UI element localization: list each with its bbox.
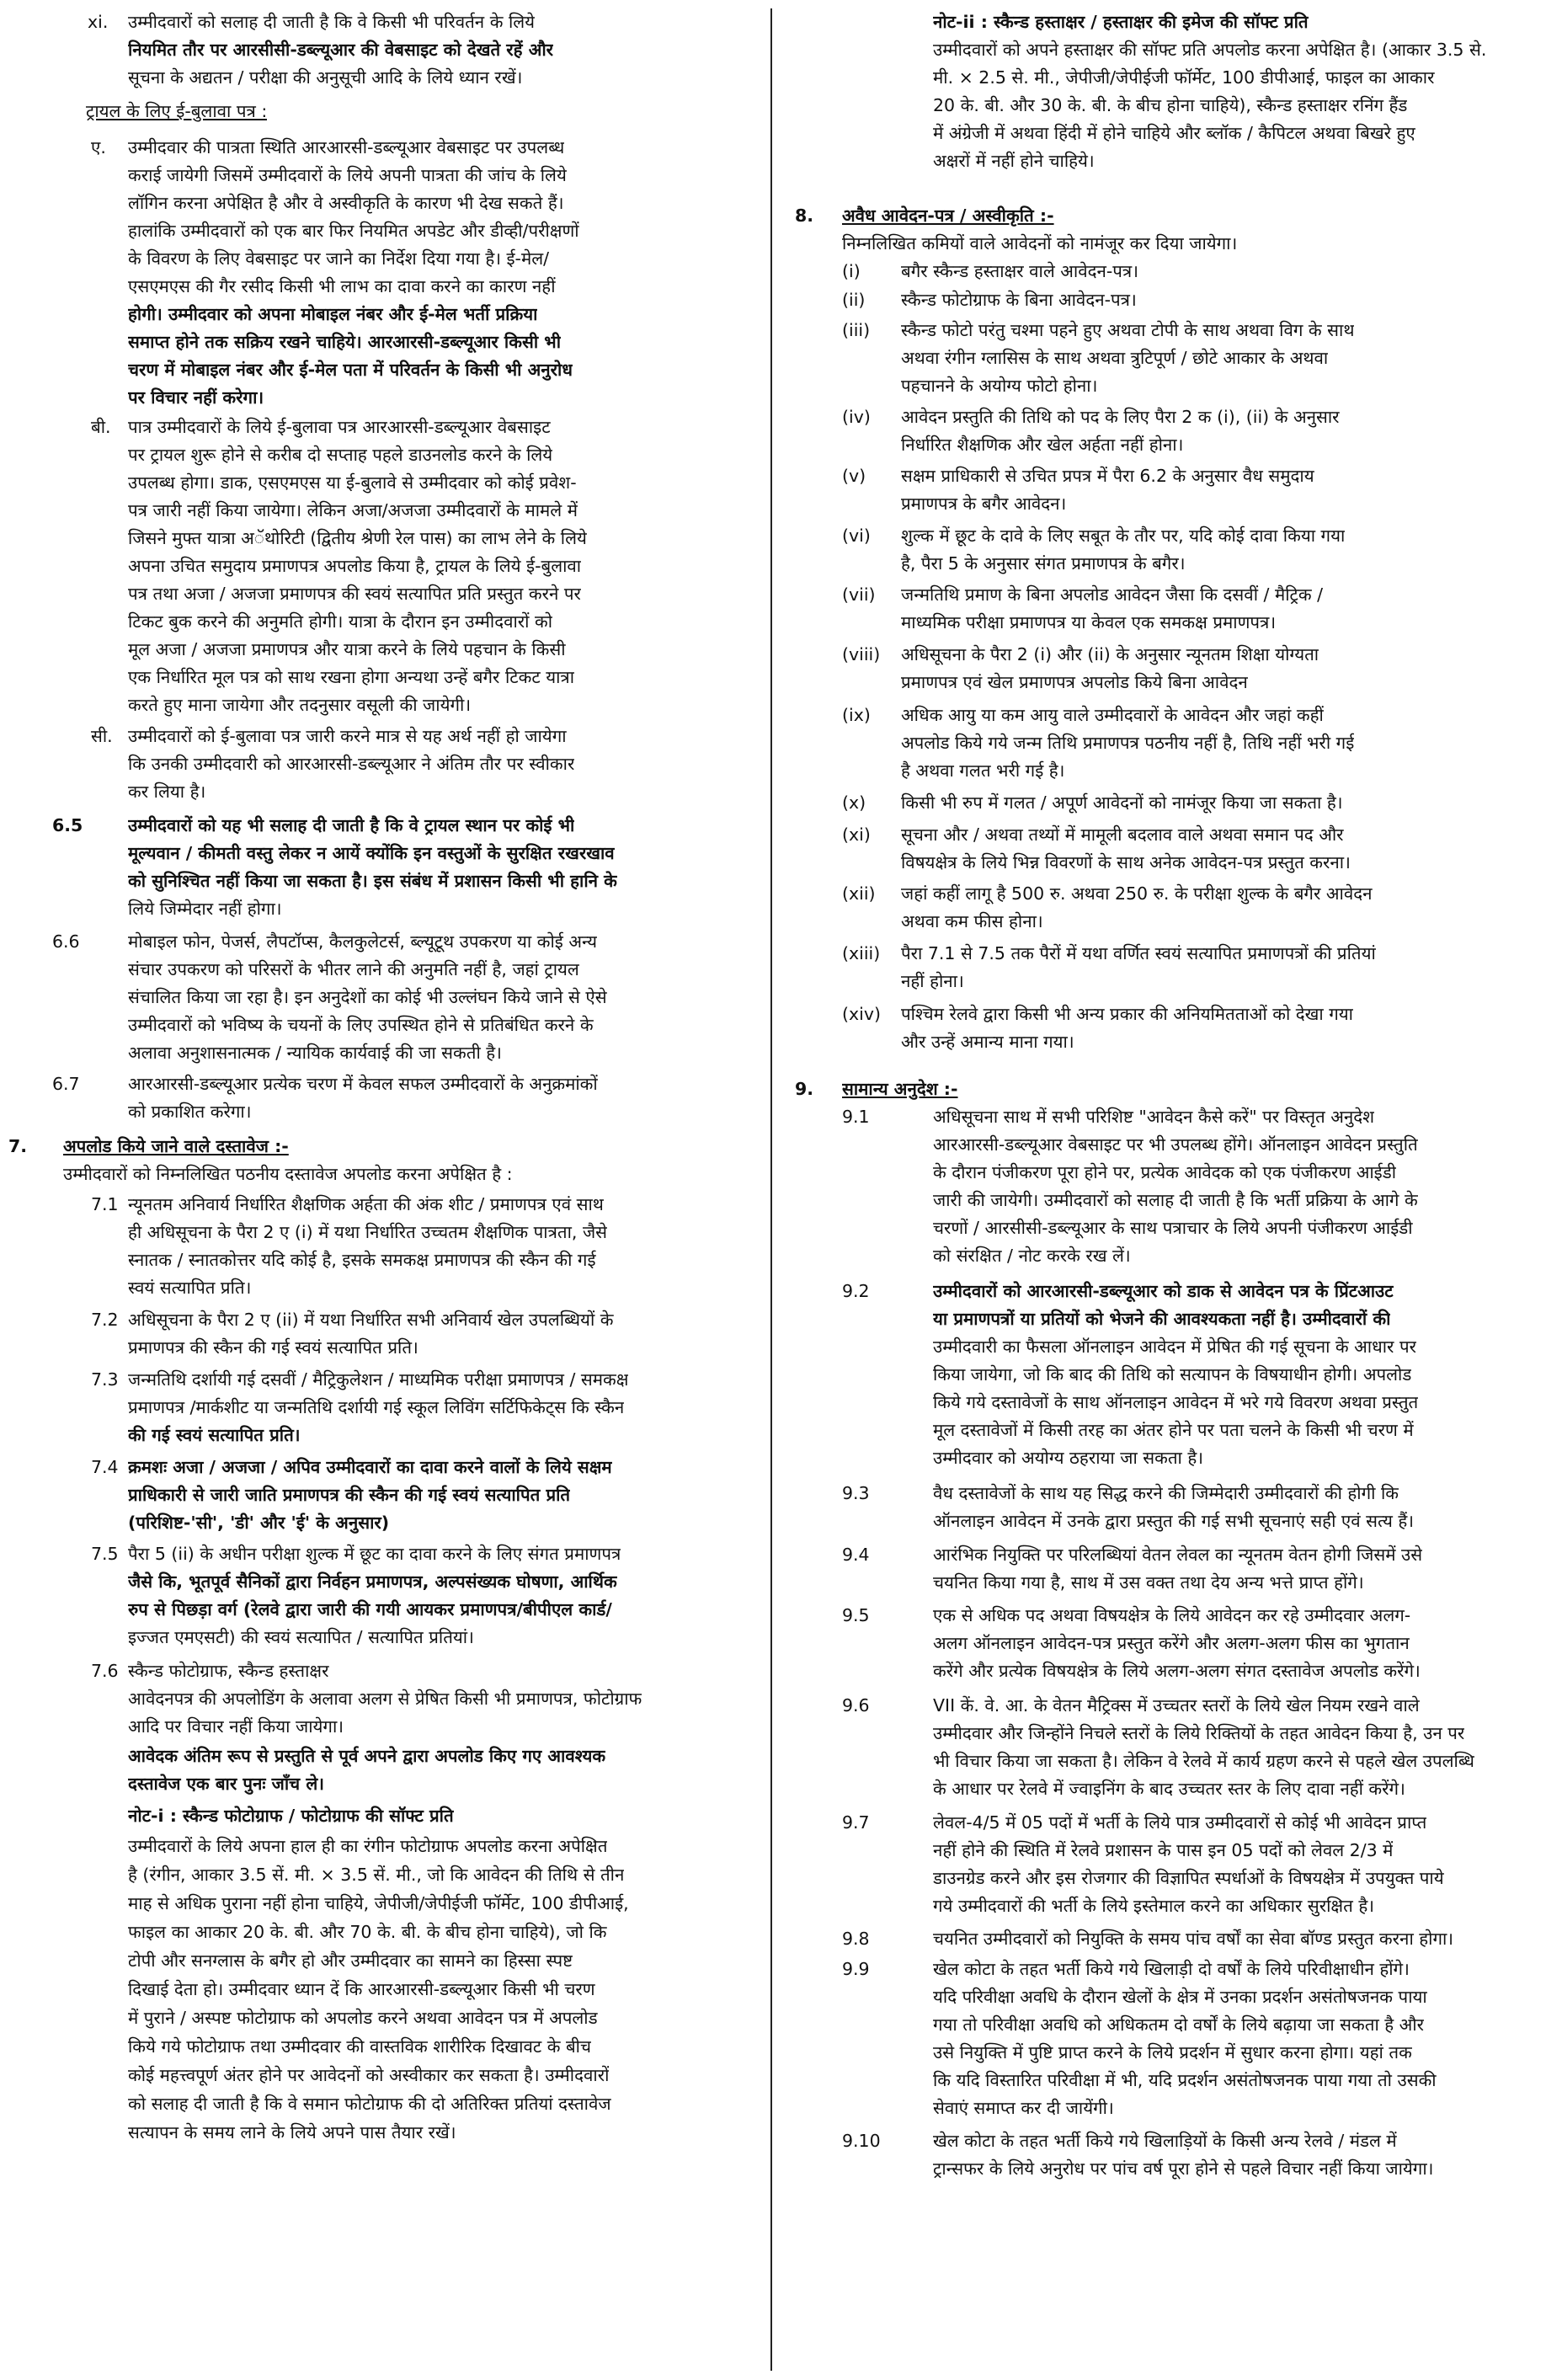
label-8-xiv: (xiv) [842, 1004, 881, 1024]
p9-1-line-6: को संरक्षित / नोट करके रख लें। [933, 1246, 1131, 1266]
b-line-5: जिसने मुफ्त यात्रा अॅथोरिटी (द्वितीय श्रेणी रेल पास) का लाभ लेने के लिये [128, 528, 587, 548]
b-line-4: पत्र जारी नहीं किया जायेगा। लेकिन अजा/अजजा उम्मीदवारों के मामले में [128, 500, 578, 520]
r8-ix-1: अधिक आयु या कम आयु वाले उम्मीदवारों के आवेदन और जहां कहीं [901, 705, 1324, 725]
p7-2-line-1: अधिसूचना के पैरा 2 ए (ii) में यथा निर्धारित सभी अनिवार्य खेल उपलब्धियों के [128, 1310, 614, 1330]
p7-6-line-4: आवेदक अंतिम रूप से प्रस्तुति से पूर्व अपने द्वारा अपलोड किए गए आवश्यक [128, 1746, 606, 1766]
r8-xi-2: विषयक्षेत्र के लिये भिन्न विवरणों के साथ अनेक आवेदन-पत्र प्रस्तुत करना। [901, 852, 1351, 872]
label-8-x: (x) [842, 792, 866, 813]
p7-1-line-2: ही अधिसूचना के पैरा 2 ए (i) में यथा निर्धारित उच्चतम शैक्षणिक पात्रता, जैसे [128, 1222, 608, 1242]
p9-2-line-7: उम्मीदवार को अयोग्य ठहराया जा सकता है। [933, 1448, 1204, 1468]
p9-6-line-3: भी विचार किया जा सकता है। लेकिन वे रेलवे में कार्य ग्रहण करने से पहले खेल उपलब्धि [933, 1751, 1474, 1771]
p6-6-line-1: मोबाइल फोन, पेजर्स, लैपटॉप्स, कैलकुलेटर्स, ब्ल्यूटूथ उपकरण या कोई अन्य [128, 931, 597, 952]
p9-1-line-2: आरआरसी-डब्ल्यूआर वेबसाइट पर भी उपलब्ध होंगे। ऑनलाइन आवेदन प्रस्तुति [933, 1134, 1418, 1155]
p7-1-line-4: स्वयं सत्यापित प्रति। [128, 1278, 252, 1298]
b-line-7: पत्र तथा अजा / अजजा प्रमाणपत्र की स्वयं सत्यापित प्रति प्रस्तुत करने पर [128, 584, 581, 604]
note-i-heading: नोट-i : स्कैन्ड फोटोग्राफ / फोटोग्राफ की सॉफ्ट प्रति [128, 1806, 454, 1826]
a-line-3: लॉगिन करना अपेक्षित है और वे अस्वीकृति के कारण भी देख सकते हैं। [128, 193, 564, 213]
b-line-8: टिकट बुक करने की अनुमति होगी। यात्रा के दौरान इन उम्मीदवारों को [128, 611, 553, 632]
note-i-line-6: दिखाई देता हो। उम्मीदवार ध्यान दें कि आरआरसी-डब्ल्यूआर किसी भी चरण [128, 1979, 595, 1999]
p9-1-line-5: चरणों / आरसीसी-डब्ल्यूआर के साथ पत्राचार के लिये अपनी पंजीकरण आईडी [933, 1218, 1413, 1238]
label-9-7: 9.7 [842, 1812, 870, 1833]
r8-iii-3: पहचानने के अयोग्य फोटो होना। [901, 376, 1098, 396]
label-b: बी. [91, 417, 111, 437]
note-ii-line-1: उम्मीदवारों को अपने हस्ताक्षर की सॉफ्ट प्रति अपलोड करना अपेक्षित है। (आकार 3.5 से. [933, 40, 1487, 60]
r8-xiii-1: पैरा 7.1 से 7.5 तक पैरों में यथा वर्णित स्वयं सत्यापित प्रमाणपत्रों की प्रतियां [901, 943, 1376, 963]
p9-9-line-3: गया तो परिवीक्षा अवधि को अधिकतम दो वर्षों के लिये बढ़ाया जा सकता है और [933, 2014, 1425, 2035]
p7-3-line-2: प्रमाणपत्र /मार्कशीट या जन्मतिथि दर्शायी गई स्कूल लिविंग सर्टिफिकेट्स कि स्कैन [128, 1397, 625, 1417]
p7-6-line-3: आदि पर विचार नहीं किया जायेगा। [128, 1716, 344, 1737]
r8-xiv-2: और उन्हें अमान्य माना गया। [901, 1032, 1074, 1052]
p9-7-line-1: लेवल-4/5 में 05 पदों में भर्ती के लिये पात्र उम्मीदवारों से कोई भी आवेदन प्राप्त [933, 1812, 1427, 1833]
r8-xii-1: जहां कहीं लागू है 500 रु. अथवा 250 रु. के परीक्षा शुल्क के बगैर आवेदन [901, 883, 1373, 904]
note-ii-line-3: 20 के. बी. और 30 के. बी. के बीच होना चाहिये), स्कैन्ड हस्ताक्षर रनिंग हैंड [933, 95, 1408, 115]
p9-7-line-3: डाउनग्रेड करने और इस रोजगार की विज्ञापित स्पर्धाओं के विषयक्षेत्र में उपयुक्त पाये [933, 1868, 1444, 1888]
label-7-6: 7.6 [91, 1661, 119, 1681]
label-8-ix: (ix) [842, 705, 871, 725]
label-8-iv: (iv) [842, 407, 871, 427]
note-i-line-10: को सलाह दी जाती है कि वे समान फोटोग्राफ की दो अतिरिक्त प्रतियां दस्तावेज [128, 2094, 611, 2114]
s7-intro: उम्मीदवारों को निम्नलिखित पठनीय दस्तावेज अपलोड करना अपेक्षित है : [63, 1164, 513, 1184]
b-line-2: पर ट्रायल शुरू होने से करीब दो सप्ताह पहले डाउनलोड करने के लिये [128, 445, 553, 465]
label-8-vi: (vi) [842, 526, 871, 546]
p9-2-line-4: किया जायेगा, जो कि बाद की तिथि को सत्यापन के विषयाधीन होगी। अपलोड [933, 1364, 1412, 1385]
p7-4-line-1: क्रमशः अजा / अजजा / अपिव उम्मीदवारों का दावा करने वालों के लिये सक्षम [128, 1457, 612, 1477]
p6-5-line-1: उम्मीदवारों को यह भी सलाह दी जाती है कि वे ट्रायल स्थान पर कोई भी [128, 815, 575, 835]
p9-4-line-1: आरंभिक नियुक्ति पर परिलब्धियां वेतन लेवल का न्यूनतम वेतन होगी जिसमें उसे [933, 1545, 1423, 1565]
r8-iv-1: आवेदन प्रस्तुति की तिथि को पद के लिए पैरा 2 क (i), (ii) के अनुसार [901, 407, 1340, 427]
section-7-heading: अपलोड किये जाने वाले दस्तावेज :- [63, 1136, 289, 1156]
label-9-5: 9.5 [842, 1605, 870, 1625]
p9-3-line-2: ऑनलाइन आवेदन में उनके द्वारा प्रस्तुत की गई सभी सूचनाएं सही एवं सत्य हैं। [933, 1511, 1415, 1531]
p9-9-line-6: सेवाएं समाप्त कर दी जायेंगी। [933, 2098, 1114, 2118]
p9-2-line-1: उम्मीदवारों को आरआरसी-डब्ल्यूआर को डाक से आवेदन पत्र के प्रिंटआउट [933, 1281, 1394, 1301]
b-line-9: मूल अजा / अजजा प्रमाणपत्र और यात्रा करने के लिये पहचान के किसी [128, 639, 566, 659]
p9-1-line-3: के दौरान पंजीकरण पूरा होने पर, प्रत्येक आवेदक को एक पंजीकरण आईडी [933, 1162, 1397, 1182]
p6-5-line-3: को सुनिश्चित नहीं किया जा सकता है। इस संबंध में प्रशासन किसी भी हानि के [128, 871, 617, 891]
label-8-iii: (iii) [842, 320, 871, 340]
p9-5-line-2: अलग ऑनलाइन आवेदन-पत्र प्रस्तुत करेंगे और अलग-अलग फीस का भुगतान [933, 1633, 1410, 1653]
a-line-5: के विवरण के लिए वेबसाइट पर जाने का निर्देश दिया गया है। ई-मेल/ [128, 248, 550, 269]
label-a: ए. [91, 137, 106, 157]
a-line-1: उम्मीदवार की पात्रता स्थिति आरआरसी-डब्ल्यूआर वेबसाइट पर उपलब्ध [128, 137, 565, 157]
p6-6-line-2: संचार उपकरण को परिसरों के भीतर लाने की अनुमति नहीं है, जहां ट्रायल [128, 959, 579, 979]
p9-2-line-5: किये गये दस्तावेजों के साथ ऑनलाइन आवेदन में भरे गये विवरण अथवा प्रस्तुत [933, 1392, 1419, 1412]
label-8: 8. [795, 205, 814, 226]
p9-2-line-2: या प्रमाणपत्रों या प्रतियों को भेजने की आवश्यकता नहीं है। उम्मीदवारों की [933, 1309, 1391, 1329]
p7-5-line-3: रुप से पिछड़ा वर्ग (रेलवे द्वारा जारी की गयी आयकर प्रमाणपत्र/बीपीएल कार्ड/ [128, 1599, 612, 1620]
column-divider [770, 8, 772, 2371]
label-9-4: 9.4 [842, 1545, 870, 1565]
label-8-ii: (ii) [842, 290, 866, 310]
r8-i: बगैर स्कैन्ड हस्ताक्षर वाले आवेदन-पत्र। [901, 261, 1139, 281]
label-8-xi: (xi) [842, 824, 871, 845]
note-ii-line-5: अक्षरों में नहीं होने चाहिये। [933, 151, 1095, 171]
p7-4-line-2: प्राधिकारी से जारी जाति प्रमाणपत्र की स्कैन की गई स्वयं सत्यापित प्रति [128, 1485, 571, 1505]
p9-5-line-3: करेंगे और प्रत्येक विषयक्षेत्र के लिये अलग-अलग संगत दस्तावेज अपलोड करेंगे। [933, 1661, 1421, 1681]
r8-vii-1: जन्मतिथि प्रमाण के बिना अपलोड आवेदन जैसा कि दसवीं / मैट्रिक / [901, 584, 1324, 605]
note-i-line-9: कोई महत्त्वपूर्ण अंतर होने पर आवेदनों को अस्वीकार कर सकता है। उम्मीदवारों [128, 2065, 610, 2085]
label-7-2: 7.2 [91, 1310, 119, 1330]
label-7-3: 7.3 [91, 1369, 119, 1390]
p9-6-line-4: के आधार पर रेलवे में ज्वाइनिंग के बाद उच्चतर स्तर के लिए दावा नहीं करेंगे। [933, 1779, 1405, 1799]
r8-xi-1: सूचना और / अथवा तथ्यों में मामूली बदलाव वाले अथवा समान पद और [901, 824, 1344, 845]
section-9-heading: सामान्य अनुदेश :- [842, 1079, 958, 1099]
p9-5-line-1: एक से अधिक पद अथवा विषयक्षेत्र के लिये आवेदन कर रहे उम्मीदवार अलग- [933, 1605, 1411, 1625]
b-line-11: करते हुए माना जायेगा और तदनुसार वसूली की जायेगी। [128, 695, 472, 715]
p7-1-line-3: स्नातक / स्नातकोत्तर यदि कोई है, इसके समकक्ष प्रमाणपत्र की स्कैन की गई [128, 1250, 596, 1270]
p9-6-line-2: उम्मीदवार और जिन्होंने निचले स्तरों के लिये रिक्तियों के तहत आवेदन किया है, उन पर [933, 1723, 1465, 1743]
label-9-2: 9.2 [842, 1281, 870, 1301]
a-line-8: समाप्त होने तक सक्रिय रखने चाहिये। आरआरसी-डब्ल्यूआर किसी भी [128, 332, 561, 352]
label-9-9: 9.9 [842, 1959, 870, 1979]
c-line-1: उम्मीदवारों को ई-बुलावा पत्र जारी करने मात्र से यह अर्थ नहीं हो जायेगा [128, 726, 567, 746]
p7-3-line-3: की गई स्वयं सत्यापित प्रति। [128, 1425, 301, 1445]
xi-line-3: सूचना के अद्यतन / परीक्षा की अनुसूची आदि के लिये ध्यान रखें। [128, 67, 523, 88]
label-9-8: 9.8 [842, 1929, 870, 1949]
note-i-line-11: सत्यापन के समय लाने के लिये अपने पास तैयार रखें। [128, 2122, 456, 2143]
r8-viii-2: प्रमाणपत्र एवं खेल प्रमाणपत्र अपलोड किये बिना आवेदन [901, 672, 1248, 692]
p9-10-line-1: खेल कोटा के तहत भर्ती किये गये खिलाड़ियों के किसी अन्य रेलवे / मंडल में [933, 2131, 1397, 2151]
p6-6-line-3: संचालित किया जा रहा है। इन अनुदेशों का कोई भी उल्लंघन किये जाने से ऐसे [128, 987, 607, 1007]
p6-7-line-1: आरआरसी-डब्ल्यूआर प्रत्येक चरण में केवल सफल उम्मीदवारों के अनुक्रमांकों [128, 1074, 598, 1094]
p7-5-line-2: जैसे कि, भूतपूर्व सैनिकों द्वारा निर्वहन प्रमाणपत्र, अल्पसंख्यक घोषणा, आर्थिक [128, 1572, 617, 1592]
p9-4-line-2: चयनित किया गया है, साथ में उस वक्त तथा देय अन्य भत्ते प्राप्त होंगे। [933, 1572, 1364, 1593]
p7-5-line-4: इज्जत एमएसटी) की स्वयं सत्यापित / सत्यापित प्रतियां। [128, 1627, 474, 1647]
label-6-5: 6.5 [52, 815, 83, 835]
c-line-3: कर लिया है। [128, 782, 206, 802]
r8-iv-2: निर्धारित शैक्षणिक और खेल अर्हता नहीं होना। [901, 435, 1184, 455]
label-c: सी. [91, 726, 113, 746]
p9-7-line-2: नहीं होने की स्थिति में रेलवे प्रशासन के पास इन 05 पदों को लेवल 2/3 में [933, 1840, 1394, 1860]
p9-1-line-4: जारी की जायेगी। उम्मीदवारों को सलाह दी जाती है कि भर्ती प्रक्रिया के आगे के [933, 1190, 1418, 1210]
a-line-10: पर विचार नहीं करेगा। [128, 387, 264, 408]
r8-vii-2: माध्यमिक परीक्षा प्रमाणपत्र या केवल एक समकक्ष प्रमाणपत्र। [901, 612, 1277, 632]
r8-v-1: सक्षम प्राधिकारी से उचित प्रपत्र में पैरा 6.2 के अनुसार वैध समुदाय [901, 466, 1314, 486]
label-6-7: 6.7 [52, 1074, 80, 1094]
r8-iii-1: स्कैन्ड फोटो परंतु चश्मा पहने हुए अथवा टोपी के साथ अथवा विग के साथ [901, 320, 1355, 340]
p7-6-line-2: आवेदनपत्र की अपलोडिंग के अलावा अलग से प्रेषित किसी भी प्रमाणपत्र, फोटोग्राफ [128, 1689, 642, 1709]
p9-2-line-3: उम्मीदवारी का फैसला ऑनलाइन आवेदन में प्रेषित की गई सूचना के आधार पर [933, 1337, 1416, 1357]
s8-intro: निम्नलिखित कमियों वाले आवेदनों को नामंजूर कर दिया जायेगा। [842, 233, 1238, 253]
p9-10-line-2: ट्रान्सफर के लिये अनुरोध पर पांच वर्ष पूरा होने से पहले विचार नहीं किया जायेगा। [933, 2159, 1434, 2179]
r8-vi-1: शुल्क में छूट के दावे के लिए सबूत के तौर पर, यदि कोई दावा किया गया [901, 526, 1346, 546]
p6-7-line-2: को प्रकाशित करेगा। [128, 1102, 252, 1122]
xi-line-2: नियमित तौर पर आरसीसी-डब्ल्यूआर की वेबसाइट को देखते रहें और [128, 40, 554, 60]
label-8-viii: (viii) [842, 644, 881, 664]
label-9-6: 9.6 [842, 1695, 870, 1716]
note-i-line-2: है (रंगीन, आकार 3.5 सें. मी. × 3.5 सें. मी., जो कि आवेदन की तिथि से तीन [128, 1865, 625, 1885]
r8-xiii-2: नहीं होना। [901, 971, 964, 991]
p9-9-line-1: खेल कोटा के तहत भर्ती किये गये खिलाड़ी दो वर्षों के लिये परिवीक्षाधीन होंगे। [933, 1959, 1410, 1979]
p7-6-line-5: दस्तावेज एक बार पुनः जाँच ले। [128, 1774, 324, 1794]
label-9-10: 9.10 [842, 2131, 881, 2151]
note-ii-heading: नोट-ii : स्कैन्ड हस्ताक्षर / हस्ताक्षर की इमेज की सॉफ्ट प्रति [933, 12, 1309, 32]
r8-x-1: किसी भी रुप में गलत / अपूर्ण आवेदनों को नामंजूर किया जा सकता है। [901, 792, 1343, 813]
p7-3-line-1: जन्मतिथि दर्शायी गई दसवीं / मैट्रिकुलेशन / माध्यमिक परीक्षा प्रमाणपत्र / समकक्ष [128, 1369, 629, 1390]
note-i-line-5: टोपी और सनग्लास के बगैर हो और उम्मीदवार का सामने का हिस्सा स्पष्ट [128, 1950, 573, 1971]
p7-5-line-1: पैरा 5 (ii) के अधीन परीक्षा शुल्क में छूट का दावा करने के लिए संगत प्रमाणपत्र [128, 1544, 621, 1564]
p9-9-line-4: उसे नियुक्ति में पुष्टि प्राप्त करने के लिये प्रदर्शन में सुधार करना होगा। यहां तक [933, 2042, 1412, 2062]
label-9-1: 9.1 [842, 1107, 870, 1127]
note-ii-line-4: में अंग्रेजी में अथवा हिंदी में होने चाहिये और ब्लॉक / कैपिटल अथवा बिखरे हुए [933, 123, 1415, 143]
trial-heading: ट्रायल के लिए ई-बुलावा पत्र : [86, 101, 268, 121]
a-line-4: हालांकि उम्मीदवारों को एक बार फिर नियमित अपडेट और डीव्ही/परीक्षणों [128, 221, 579, 241]
label-7: 7. [8, 1136, 28, 1156]
a-line-6: एसएमएस की गैर रसीद किसी भी लाभ का दावा करने का कारण नहीं [128, 276, 556, 296]
label-8-xii: (xii) [842, 883, 876, 904]
b-line-6: अपना उचित समुदाय प्रमाणपत्र अपलोड किया है, ट्रायल के लिये ई-बुलावा [128, 556, 582, 576]
r8-v-2: प्रमाणपत्र के बगैर आवेदन। [901, 494, 1067, 514]
p7-2-line-2: प्रमाणपत्र की स्कैन की गई स्वयं सत्यापित प्रति। [128, 1337, 418, 1358]
r8-iii-2: अथवा रंगीन ग्लासिस के साथ अथवा त्रुटिपूर्ण / छोटे आकार के अथवा [901, 348, 1329, 368]
c-line-2: कि उनकी उम्मीदवारी को आरआरसी-डब्ल्यूआर ने अंतिम तौर पर स्वीकार [128, 754, 575, 774]
note-i-line-7: में पुराने / अस्पष्ट फोटोग्राफ को अपलोड करने अथवा आवेदन पत्र में अपलोड [128, 2008, 598, 2028]
b-line-10: एक निर्धारित मूल पत्र को साथ रखना होगा अन्यथा उन्हें बगैर टिकट यात्रा [128, 667, 575, 687]
label-9: 9. [795, 1079, 814, 1099]
p7-1-line-1: न्यूनतम अनिवार्य निर्धारित शैक्षणिक अर्हता की अंक शीट / प्रमाणपत्र एवं साथ [128, 1194, 604, 1214]
r8-ii: स्कैन्ड फोटोग्राफ के बिना आवेदन-पत्र। [901, 290, 1137, 310]
p6-5-line-4: लिये जिम्मेदार नहीं होगा। [128, 899, 282, 919]
r8-xii-2: अथवा कम फीस होना। [901, 911, 1043, 931]
note-ii-line-2: मी. × 2.5 से. मी., जेपीजी/जेपीईजी फॉर्मेट, 100 डीपीआई, फाइल का आकार [933, 67, 1435, 88]
label-9-3: 9.3 [842, 1483, 870, 1503]
label-8-vii: (vii) [842, 584, 876, 605]
p6-6-line-4: उम्मीदवारों को भविष्य के चयनों के लिए उपस्थित होने से प्रतिबंधित करने के [128, 1015, 594, 1035]
r8-ix-3: है अथवा गलत भरी गई है। [901, 760, 1065, 781]
section-8-heading: अवैध आवेदन-पत्र / अस्वीकृति :- [842, 205, 1054, 226]
r8-ix-2: अपलोड किये गये जन्म तिथि प्रमाणपत्र पठनीय नहीं है, तिथि नहीं भरी गई [901, 733, 1355, 753]
p7-6-line-1: स्कैन्ड फोटोग्राफ, स्कैन्ड हस्ताक्षर [128, 1661, 329, 1681]
r8-vi-2: है, पैरा 5 के अनुसार संगत प्रमाणपत्र के बगैर। [901, 553, 1186, 574]
p7-4-line-3: (परिशिष्ट-'सी', 'डी' और 'ई' के अनुसार) [128, 1513, 390, 1533]
p9-8-line-1: चयनित उम्मीदवारों को नियुक्ति के समय पांच वर्षों का सेवा बॉण्ड प्रस्तुत करना होगा। [933, 1929, 1454, 1949]
r8-viii-1: अधिसूचना के पैरा 2 (i) और (ii) के अनुसार न्यूनतम शिक्षा योग्यता [901, 644, 1319, 664]
label-8-xiii: (xiii) [842, 943, 881, 963]
a-line-9: चरण में मोबाइल नंबर और ई-मेल पता में परिवर्तन के किसी भी अनुरोध [128, 360, 573, 380]
label-8-v: (v) [842, 466, 866, 486]
p9-3-line-1: वैध दस्तावेजों के साथ यह सिद्ध करने की जिम्मेदारी उम्मीदवारों की होगी कि [933, 1483, 1399, 1503]
label-6-6: 6.6 [52, 931, 80, 952]
r8-xiv-1: पश्चिम रेलवे द्वारा किसी भी अन्य प्रकार की अनियमितताओं को देखा गया [901, 1004, 1353, 1024]
p6-6-line-5: अलावा अनुशासनात्मक / न्यायिक कार्यवाई की जा सकती है। [128, 1043, 502, 1063]
note-i-line-3: माह से अधिक पुराना नहीं होना चाहिये, जेपीजी/जेपीईजी फॉर्मेट, 100 डीपीआई, [128, 1893, 629, 1913]
note-i-line-1: उम्मीदवारों के लिये अपना हाल ही का रंगीन फोटोग्राफ अपलोड करना अपेक्षित [128, 1836, 608, 1856]
p9-7-line-4: गये उम्मीदवारों की भर्ती के लिये इस्तेमाल करने का अधिकार सुरक्षित है। [933, 1896, 1374, 1916]
b-line-3: उपलब्ध होगा। डाक, एसएमएस या ई-बुलावे से उम्मीदवार को कोई प्रवेश- [128, 472, 577, 493]
label-xi: xi. [88, 12, 109, 32]
label-7-1: 7.1 [91, 1194, 119, 1214]
p6-5-line-2: मूल्यवान / कीमती वस्तु लेकर न आयें क्योंकि इन वस्तुओं के सुरक्षित रखरखाव [128, 843, 615, 863]
label-7-5: 7.5 [91, 1544, 119, 1564]
p9-9-line-2: यदि परिवीक्षा अवधि के दौरान खेलों के क्षेत्र में उनका प्रदर्शन असंतोषजनक पाया [933, 1987, 1427, 2007]
a-line-7: होगी। उम्मीदवार को अपना मोबाइल नंबर और ई-मेल भर्ती प्रक्रिया [128, 304, 538, 324]
p9-1-line-1: अधिसूचना साथ में सभी परिशिष्ट "आवेदन कैसे करें" पर विस्तृत अनुदेश [933, 1107, 1375, 1127]
b-line-1: पात्र उम्मीदवारों के लिये ई-बुलावा पत्र आरआरसी-डब्ल्यूआर वेबसाइट [128, 417, 551, 437]
label-8-i: (i) [842, 261, 861, 281]
xi-line-1: उम्मीदवारों को सलाह दी जाती है कि वे किसी भी परिवर्तन के लिये [128, 12, 536, 32]
label-7-4: 7.4 [91, 1457, 119, 1477]
a-line-2: कराई जायेगी जिसमें उम्मीदवारों के लिये अपनी पात्रता की जांच के लिये [128, 165, 567, 185]
p9-2-line-6: मूल दस्तावेजों में किसी तरह का अंतर होने पर पता चलने के किसी भी चरण में [933, 1420, 1414, 1440]
p9-9-line-5: कि यदि विस्तारित परिवीक्षा में भी, यदि प्रदर्शन असंतोषजनक पाया गया तो उसकी [933, 2070, 1437, 2090]
note-i-line-8: किये गये फोटोग्राफ तथा उम्मीदवार की वास्तविक शारीरिक दिखावट के बीच [128, 2036, 592, 2057]
note-i-line-4: फाइल का आकार 20 के. बी. और 70 के. बी. के बीच होना चाहिये), जो कि [128, 1922, 607, 1942]
p9-6-line-1: VII कें. वे. आ. के वेतन मैट्रिक्स में उच्चतर स्तरों के लिये खेल नियम रखने वाले [933, 1695, 1420, 1716]
